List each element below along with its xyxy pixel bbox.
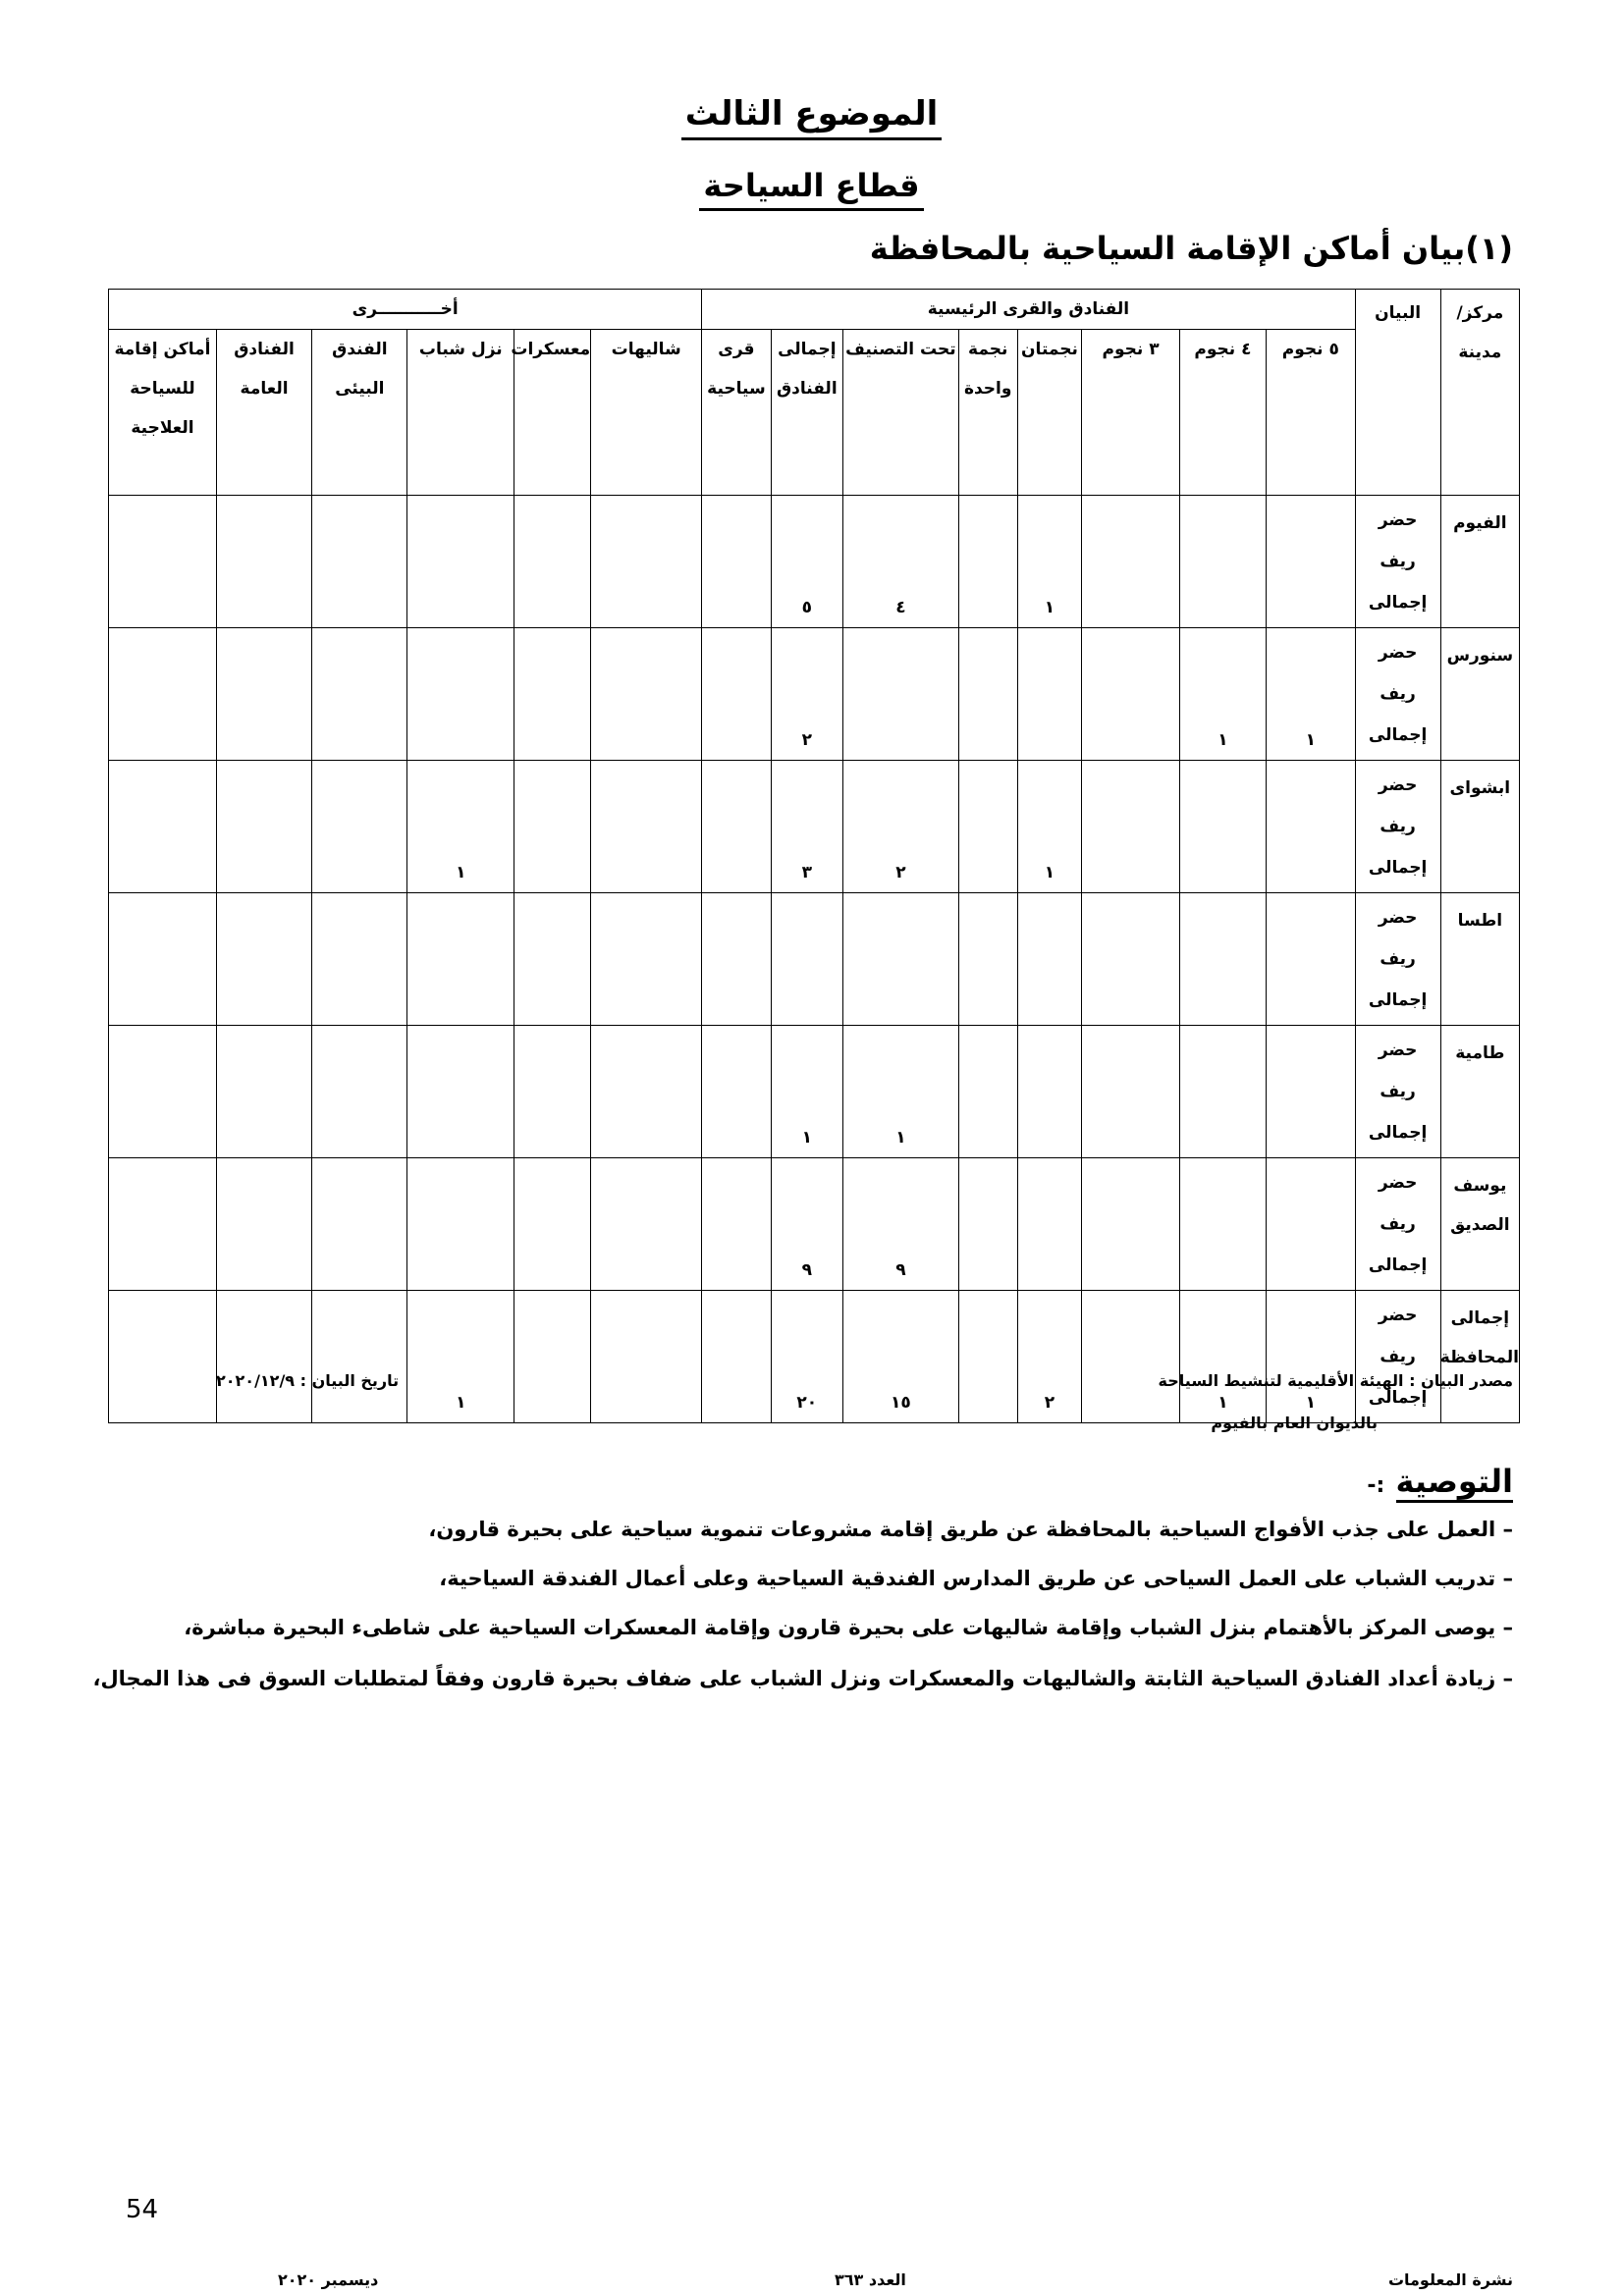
- value-cell: [514, 628, 591, 761]
- value-cell: [591, 628, 702, 761]
- value-cell: [591, 1291, 702, 1423]
- value-cell: [514, 1026, 591, 1158]
- value-cell: [216, 1291, 311, 1423]
- value-cell: ٢: [771, 628, 843, 761]
- value-cell: [591, 496, 702, 628]
- value-cell: [407, 496, 514, 628]
- statement-label: إجمالى: [1368, 725, 1428, 745]
- statement-label: إجمالى: [1368, 1123, 1428, 1143]
- statement-label: حضر: [1378, 1173, 1418, 1193]
- table-row: [109, 1158, 1520, 1291]
- value-cell: [407, 1158, 514, 1291]
- value-cell: [958, 761, 1017, 893]
- value-cell: ٩: [843, 1158, 959, 1291]
- footer-issue: العدد ٣٦٣: [835, 2270, 906, 2289]
- statement-label: ريف: [1380, 949, 1416, 969]
- value-cell: ١: [1267, 1291, 1356, 1423]
- value-cell: [1082, 1291, 1180, 1423]
- value-cell: [514, 1291, 591, 1423]
- statement-label: إجمالى: [1368, 990, 1428, 1010]
- source-line-2: بالديوان العام بالفيوم: [1211, 1414, 1378, 1432]
- value-cell: ٥: [771, 496, 843, 628]
- value-cell: [216, 1158, 311, 1291]
- value-cell: ١: [1179, 1291, 1266, 1423]
- statement-cell: [1355, 1291, 1440, 1423]
- recommendation-item: – يوصى المركز بالأهتمام بنزل الشباب وإقامة شاليهات على بحيرة قارون وإقامة المعسكرات السياحية على شاطىء البحيرة مباشرة،: [184, 1616, 1513, 1639]
- value-cell: [1179, 1158, 1266, 1291]
- value-cell: [407, 1026, 514, 1158]
- value-cell: ٤: [843, 496, 959, 628]
- value-cell: [591, 761, 702, 893]
- value-cell: [216, 496, 311, 628]
- value-cell: [1082, 761, 1180, 893]
- statement-label: إجمالى: [1368, 1388, 1428, 1408]
- header-group-other: أخـــــــــــرى: [109, 290, 702, 330]
- value-cell: [109, 761, 217, 893]
- value-cell: [216, 1026, 311, 1158]
- value-cell: [958, 628, 1017, 761]
- recommendation-item: – العمل على جذب الأفواج السياحية بالمحافظة عن طريق إقامة مشروعات تنموية سياحية على بحيرة قارون،: [428, 1518, 1513, 1541]
- value-cell: [702, 761, 771, 893]
- value-cell: [109, 628, 217, 761]
- value-cell: [1267, 496, 1356, 628]
- header-group-hotels: الفنادق والقرى الرئيسية: [702, 290, 1355, 330]
- value-cell: [843, 893, 959, 1026]
- column-header: تحت التصنيف: [843, 330, 959, 496]
- region-cell: إجمالى المحافظة: [1440, 1291, 1519, 1423]
- value-cell: ١: [843, 1026, 959, 1158]
- value-cell: [958, 496, 1017, 628]
- value-cell: [312, 628, 407, 761]
- value-cell: [1017, 1026, 1082, 1158]
- value-cell: ١: [1267, 628, 1356, 761]
- value-cell: [216, 628, 311, 761]
- table-row: [109, 496, 1520, 628]
- table-row: [109, 1291, 1520, 1423]
- value-cell: [514, 496, 591, 628]
- source-line-1: مصدر البيان : الهيئة الأقليمية لتنشيط السياحة: [1158, 1371, 1513, 1390]
- value-cell: [514, 893, 591, 1026]
- value-cell: [591, 1026, 702, 1158]
- date-line: تاريخ البيان : ٢٠٢٠/١٢/٩: [216, 1371, 400, 1390]
- value-cell: [702, 893, 771, 1026]
- value-cell: [1017, 893, 1082, 1026]
- recommendation-item: – تدريب الشباب على العمل السياحى عن طريق المدارس الفندقية السياحية وعلى أعمال الفندقة السياحية،: [439, 1567, 1513, 1590]
- table-row: [109, 761, 1520, 893]
- table-row: [109, 1026, 1520, 1158]
- value-cell: ١: [1179, 628, 1266, 761]
- statement-label: إجمالى: [1368, 858, 1428, 878]
- statement-cell: [1355, 496, 1440, 628]
- value-cell: [1267, 761, 1356, 893]
- value-cell: [1017, 1158, 1082, 1291]
- statement-cell: [1355, 1158, 1440, 1291]
- region-cell: اطسا: [1440, 893, 1519, 1026]
- value-cell: ١: [1017, 496, 1082, 628]
- value-cell: [1267, 893, 1356, 1026]
- page-number: 54: [126, 2195, 159, 2224]
- footer-date: ديسمبر ٢٠٢٠: [278, 2270, 379, 2289]
- value-cell: [702, 1158, 771, 1291]
- value-cell: [1179, 761, 1266, 893]
- statement-label: حضر: [1378, 643, 1418, 663]
- value-cell: [312, 1158, 407, 1291]
- header-region: مركز/ مدينة: [1440, 290, 1519, 496]
- value-cell: [591, 1158, 702, 1291]
- value-cell: [1017, 628, 1082, 761]
- value-cell: [312, 893, 407, 1026]
- column-header: قرى سياحية: [702, 330, 771, 496]
- statement-label: حضر: [1378, 1306, 1418, 1325]
- column-header: نزل شباب: [407, 330, 514, 496]
- value-cell: [109, 893, 217, 1026]
- value-cell: [702, 628, 771, 761]
- value-cell: ١٥: [843, 1291, 959, 1423]
- table-body: [109, 496, 1520, 1423]
- value-cell: [1082, 628, 1180, 761]
- value-cell: [958, 1026, 1017, 1158]
- header-row-columns: [109, 330, 1520, 496]
- recommendation-title: التوصية: [1396, 1463, 1514, 1503]
- value-cell: [312, 1026, 407, 1158]
- value-cell: ١: [771, 1026, 843, 1158]
- value-cell: [1267, 1158, 1356, 1291]
- value-cell: [312, 496, 407, 628]
- statement-cell: [1355, 1026, 1440, 1158]
- value-cell: [958, 1158, 1017, 1291]
- region-cell: طامية: [1440, 1026, 1519, 1158]
- column-header: ٥ نجوم: [1267, 330, 1356, 496]
- region-cell: ابشواى: [1440, 761, 1519, 893]
- column-header: أماكن إقامة للسياحة العلاجية: [109, 330, 217, 496]
- value-cell: ١: [1017, 761, 1082, 893]
- recommendation-heading: [1367, 1463, 1513, 1500]
- value-cell: [514, 761, 591, 893]
- value-cell: [702, 496, 771, 628]
- value-cell: [1082, 1026, 1180, 1158]
- statement-label: إجمالى: [1368, 593, 1428, 613]
- value-cell: [109, 1291, 217, 1423]
- value-cell: [1082, 893, 1180, 1026]
- header-statement: البيان: [1355, 290, 1440, 496]
- statement-cell: [1355, 628, 1440, 761]
- statement-label: ريف: [1380, 817, 1416, 836]
- statement-label: حضر: [1378, 510, 1418, 530]
- value-cell: [514, 1158, 591, 1291]
- statement-label: حضر: [1378, 908, 1418, 928]
- page-subheading: قطاع السياحة: [0, 167, 1623, 204]
- statement-label: حضر: [1378, 1041, 1418, 1060]
- value-cell: [216, 893, 311, 1026]
- value-cell: [1179, 1026, 1266, 1158]
- value-cell: [109, 496, 217, 628]
- value-cell: [407, 893, 514, 1026]
- header-row-groups: [109, 290, 1520, 330]
- value-cell: [771, 893, 843, 1026]
- value-cell: [312, 1291, 407, 1423]
- value-cell: [407, 628, 514, 761]
- value-cell: [312, 761, 407, 893]
- column-header: الفنادق العامة: [216, 330, 311, 496]
- value-cell: [109, 1158, 217, 1291]
- value-cell: ١: [407, 1291, 514, 1423]
- statement-label: ريف: [1380, 684, 1416, 704]
- value-cell: ٢٠: [771, 1291, 843, 1423]
- statement-label: ريف: [1380, 552, 1416, 571]
- column-header: إجمالى الفنادق: [771, 330, 843, 496]
- page-heading: الموضوع الثالث: [0, 94, 1623, 133]
- value-cell: ٩: [771, 1158, 843, 1291]
- statement-cell: [1355, 761, 1440, 893]
- region-cell: يوسف الصديق: [1440, 1158, 1519, 1291]
- statement-label: ريف: [1380, 1082, 1416, 1101]
- accommodation-table: [108, 289, 1520, 1423]
- value-cell: [1179, 893, 1266, 1026]
- column-header: الفندق البيئى: [312, 330, 407, 496]
- value-cell: ٢: [843, 761, 959, 893]
- statement-label: ريف: [1380, 1214, 1416, 1234]
- value-cell: [1082, 496, 1180, 628]
- statement-label: ريف: [1380, 1347, 1416, 1366]
- value-cell: [843, 628, 959, 761]
- statement-label: حضر: [1378, 775, 1418, 795]
- value-cell: [702, 1291, 771, 1423]
- value-cell: [591, 893, 702, 1026]
- table-row: [109, 893, 1520, 1026]
- value-cell: [958, 893, 1017, 1026]
- statement-cell: [1355, 893, 1440, 1026]
- column-header: ٣ نجوم: [1082, 330, 1180, 496]
- region-cell: الفيوم: [1440, 496, 1519, 628]
- column-header: نجمتان: [1017, 330, 1082, 496]
- value-cell: [216, 761, 311, 893]
- value-cell: [958, 1291, 1017, 1423]
- recommendation-item: – زيادة أعداد الفنادق السياحية الثابتة والشاليهات والمعسكرات ونزل الشباب على ضفاف بحيرة قارون وفقاً لمتطلبات السوق فى هذا المجال،: [92, 1667, 1513, 1690]
- region-cell: سنورس: [1440, 628, 1519, 761]
- value-cell: [1082, 1158, 1180, 1291]
- value-cell: ٢: [1017, 1291, 1082, 1423]
- column-header: نجمة واحدة: [958, 330, 1017, 496]
- footer-publication: نشرة المعلومات: [1387, 2270, 1513, 2289]
- column-header: ٤ نجوم: [1179, 330, 1266, 496]
- statement-label: إجمالى: [1368, 1255, 1428, 1275]
- value-cell: [702, 1026, 771, 1158]
- column-header: شاليهات: [591, 330, 702, 496]
- table-row: [109, 628, 1520, 761]
- column-header: معسكرات: [514, 330, 591, 496]
- value-cell: ١: [407, 761, 514, 893]
- value-cell: ٣: [771, 761, 843, 893]
- value-cell: [1267, 1026, 1356, 1158]
- value-cell: [1179, 496, 1266, 628]
- value-cell: [109, 1026, 217, 1158]
- table-title: (١)بيان أماكن الإقامة السياحية بالمحافظة: [869, 230, 1513, 267]
- recommendation-suffix: :-: [1367, 1473, 1385, 1498]
